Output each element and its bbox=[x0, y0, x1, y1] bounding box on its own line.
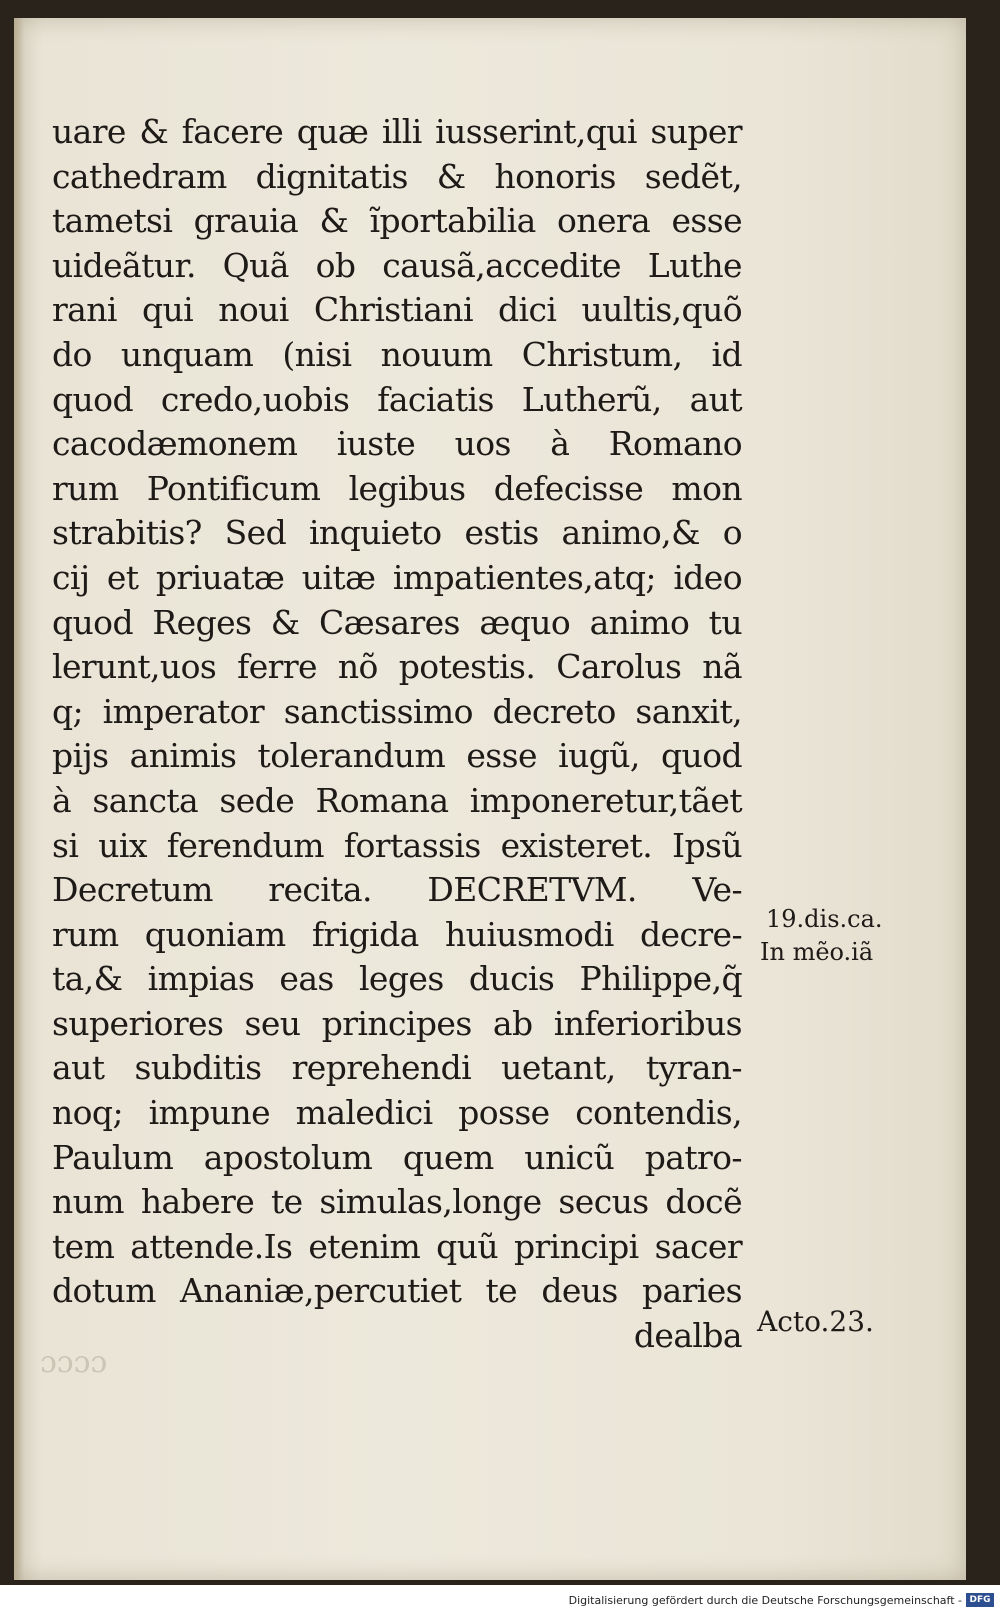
text-line: Decretum recita. DECRETVM. Ve- bbox=[52, 870, 742, 910]
marginal-note: In mẽo.iã bbox=[760, 938, 874, 966]
text-line: pijs animis tolerandum esse iugũ, quod bbox=[52, 736, 742, 776]
dfg-logo: DFG bbox=[966, 1593, 994, 1607]
text-line: lerunt,uos ferre nõ potestis. Carolus nã bbox=[52, 647, 742, 687]
text-line: noq; impune maledici posse contendis, bbox=[52, 1093, 742, 1133]
main-text-block bbox=[52, 110, 742, 1359]
page-gutter-shadow bbox=[14, 18, 24, 1580]
text-line: Paulum apostolum quem unicũ patro- bbox=[52, 1137, 742, 1177]
funding-credit: Digitalisierung gefördert durch die Deutsche Forschungsgemeinschaft - bbox=[568, 1594, 962, 1607]
text-line: rum Pontificum legibus defecisse mon bbox=[52, 468, 742, 508]
text-line: superiores seu principes ab inferioribus bbox=[52, 1003, 742, 1043]
text-line: à sancta sede Romana imponeretur,tãet bbox=[52, 780, 742, 820]
text-line: rani qui noui Christiani dici uultis,quõ bbox=[52, 290, 742, 330]
text-line: quod credo,uobis faciatis Lutherũ, aut bbox=[52, 379, 742, 419]
marginal-note: 19.dis.ca. bbox=[766, 905, 883, 933]
text-line: do unquam (nisi nouum Christum, id bbox=[52, 334, 742, 374]
text-line: aut subditis reprehendi uetant, tyran- bbox=[52, 1048, 742, 1088]
text-line: cij et priuatæ uitæ impatientes,atq; ideo bbox=[52, 557, 742, 597]
text-line: rum quoniam frigida huiusmodi decre- bbox=[52, 914, 742, 954]
bleed-through-text: ɔɔɔɔ bbox=[40, 1345, 108, 1380]
marginal-note: Acto.23. bbox=[757, 1305, 874, 1338]
text-line: cacodæmonem iuste uos à Romano bbox=[52, 424, 742, 464]
text-line: cathedram dignitatis & honoris sedẽt, bbox=[52, 156, 742, 196]
text-line: uideãtur. Quã ob causã,accedite Luthe bbox=[52, 245, 742, 285]
text-line: si uix ferendum fortassis existeret. Ipsũ bbox=[52, 825, 742, 865]
text-line: quod Reges & Cæsares æquo animo tu bbox=[52, 602, 742, 642]
text-line: dotum Ananiæ,percutiet te deus paries bbox=[52, 1271, 742, 1311]
text-line: tametsi grauia & ĩportabilia onera esse bbox=[52, 201, 742, 241]
text-line: tem attende.Is etenim quũ principi sacer bbox=[52, 1226, 742, 1266]
digitization-footer bbox=[0, 1585, 1000, 1621]
text-line: strabitis? Sed inquieto estis animo,& o bbox=[52, 513, 742, 553]
text-line: num habere te simulas,longe secus docẽ bbox=[52, 1182, 742, 1222]
text-line: ta,& impias eas leges ducis Philippe,q̃ bbox=[52, 959, 742, 999]
catchword: dealba bbox=[633, 1316, 742, 1356]
text-line: uare & facere quæ illi iusserint,qui super bbox=[52, 112, 742, 151]
text-line: q; imperator sanctissimo decreto sanxit, bbox=[52, 691, 742, 731]
